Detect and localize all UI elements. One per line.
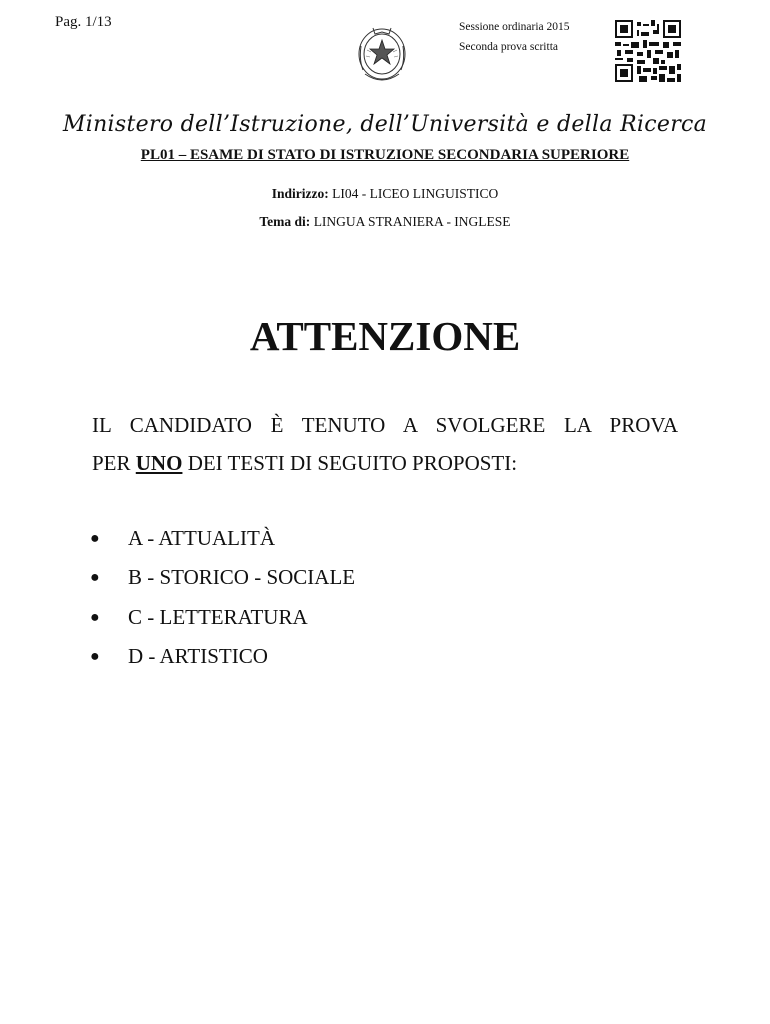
session-info: [459, 17, 570, 57]
instruction-emphasis: UNO: [135, 451, 183, 475]
indirizzo-value: LI04 - LICEO LINGUISTICO: [332, 186, 499, 201]
republic-emblem-icon: [351, 20, 413, 86]
ministry-heading: Ministero dell’Istruzione, dell’Università e della Ricerca: [62, 112, 708, 137]
option-label: B - STORICO - SOCIALE: [128, 565, 356, 590]
option-label: C - LETTERATURA: [128, 604, 308, 629]
options-list: [90, 522, 355, 679]
page-number: Pag. 1/13: [55, 14, 112, 30]
list-item: [90, 640, 355, 679]
tema-label: Tema di:: [259, 214, 311, 229]
option-label: D - ARTISTICO: [128, 643, 268, 668]
tema-line: [0, 214, 770, 230]
qr-code-icon: [615, 20, 681, 82]
instruction-line-2-end: DEI TESTI DI SEGUITO PROPOSTI:: [182, 451, 518, 475]
instruction-line-2-start: PER: [92, 451, 136, 475]
exam-title: PL01 – ESAME DI STATO DI ISTRUZIONE SECONDARIA SUPERIORE: [140, 147, 630, 163]
list-item: [90, 522, 355, 561]
bullet-icon: ●: [90, 569, 100, 587]
test-label: Seconda prova scritta: [459, 41, 558, 53]
tema-value: LINGUA STRANIERA - INGLESE: [313, 214, 511, 229]
list-item: [90, 561, 355, 600]
session-label: Sessione ordinaria 2015: [459, 21, 570, 33]
instruction-line-2: [92, 444, 678, 482]
indirizzo-label: Indirizzo:: [271, 186, 329, 201]
instruction-line-1: IL CANDIDATO È TENUTO A SVOLGERE LA PROVA: [92, 413, 678, 437]
instruction-paragraph: [92, 406, 678, 482]
attention-heading: ATTENZIONE: [249, 313, 521, 359]
bullet-icon: ●: [90, 530, 100, 547]
option-label: A - ATTUALITÀ: [128, 526, 275, 550]
bullet-icon: ●: [90, 608, 100, 626]
indirizzo-line: [0, 186, 770, 202]
bullet-icon: ●: [90, 647, 100, 665]
list-item: [90, 601, 355, 640]
